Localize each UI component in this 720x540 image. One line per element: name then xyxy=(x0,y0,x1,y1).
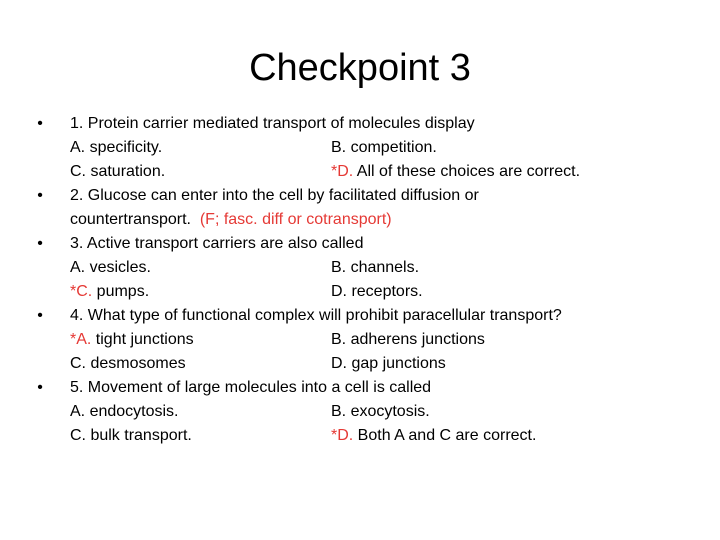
question-5-option-d-text: Both A and C are correct. xyxy=(353,427,537,444)
question-3-option-a: A. vesicles. xyxy=(70,259,151,276)
question-4-answer-mark: *A. xyxy=(70,331,92,348)
question-2 xyxy=(30,184,700,232)
question-1-answer-mark: *D. xyxy=(331,163,354,180)
bullet-icon: • xyxy=(37,115,43,132)
question-3-options-row-2 xyxy=(70,280,700,304)
bullet-icon: • xyxy=(37,187,43,204)
question-4 xyxy=(30,304,700,376)
bullet-icon: • xyxy=(37,379,43,396)
question-4-option-a-text: tight junctions xyxy=(91,331,194,348)
question-4-option-c: C. desmosomes xyxy=(70,355,186,372)
bullet-icon: • xyxy=(37,235,43,252)
question-4-options-row-1 xyxy=(70,328,700,352)
question-2-stem-end: countertransport. xyxy=(70,211,191,228)
question-3-answer-mark: *C. xyxy=(70,283,93,300)
question-5-options-row-1 xyxy=(70,400,700,424)
question-2-answer: (F; fasc. diff or cotransport) xyxy=(199,211,392,228)
question-3-stem: 3. Active transport carriers are also called xyxy=(70,235,364,252)
question-1-options-row-2 xyxy=(70,160,700,184)
question-5-option-c: C. bulk transport. xyxy=(70,427,192,444)
question-4-option-b: B. adherens junctions xyxy=(331,331,485,348)
slide-title: Checkpoint 3 xyxy=(249,47,471,89)
question-3-option-d: D. receptors. xyxy=(331,283,423,300)
question-4-stem: 4. What type of functional complex will prohibit paracellular transport? xyxy=(70,307,562,324)
question-5-answer-mark: *D. xyxy=(331,427,354,444)
bullet-icon: • xyxy=(37,307,43,324)
question-5-option-b: B. exocytosis. xyxy=(331,403,430,420)
question-4-options-row-2 xyxy=(70,352,700,376)
question-5 xyxy=(30,376,700,448)
question-5-option-a: A. endocytosis. xyxy=(70,403,179,420)
question-1-option-b: B. competition. xyxy=(331,139,437,156)
question-2-stem: 2. Glucose can enter into the cell by facilitated diffusion or xyxy=(70,187,479,204)
question-list xyxy=(30,112,700,448)
question-3-options-row-1 xyxy=(70,256,700,280)
question-1-options-row-1 xyxy=(70,136,700,160)
question-1-option-d-text: All of these choices are correct. xyxy=(353,163,581,180)
question-3-option-b: B. channels. xyxy=(331,259,420,276)
question-5-stem: 5. Movement of large molecules into a cell is called xyxy=(70,379,432,396)
question-3-option-c xyxy=(70,280,331,304)
question-1-option-a: A. specificity. xyxy=(70,139,163,156)
question-2-stem-continued xyxy=(70,208,700,232)
question-1-stem: 1. Protein carrier mediated transport of molecules display xyxy=(70,115,475,132)
question-3-option-c-text: pumps. xyxy=(92,283,150,300)
question-4-option-d: D. gap junctions xyxy=(331,355,446,372)
question-4-option-a xyxy=(70,328,331,352)
question-1 xyxy=(30,112,700,184)
question-1-option-c: C. saturation. xyxy=(70,163,166,180)
question-5-options-row-2 xyxy=(70,424,700,448)
question-3 xyxy=(30,232,700,304)
question-1-option-d xyxy=(331,160,580,184)
question-5-option-d xyxy=(331,424,536,448)
